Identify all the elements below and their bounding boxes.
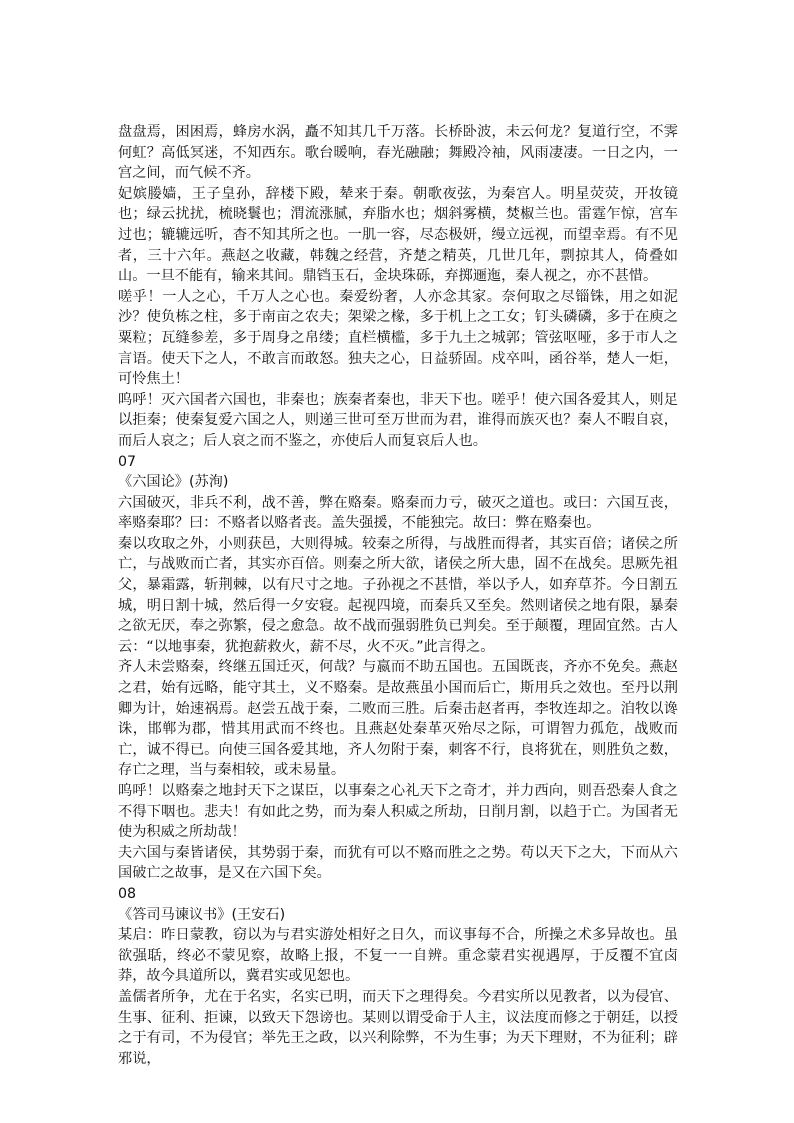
paragraph: 呜呼！灭六国者六国也，非秦也；族秦者秦也，非天下也。嗟乎！使六国各爱其人，则足以拒秦；使秦复爱六国之人，则递三世可至万世而为君，谁得而族灭也？秦人不暇自哀，而后人哀之；后人哀之而不鉴之，亦使后人而复哀后人也。 [118, 391, 678, 449]
document-body [118, 122, 678, 1069]
paragraph: 六国破灭，非兵不利，战不善，弊在赂秦。赂秦而力亏，破灭之道也。或曰：六国互丧，率赂秦耶？曰：不赂者以赂者丧。盖失强援，不能独完。故曰：弊在赂秦也。 [118, 494, 678, 532]
section-number: 08 [118, 885, 137, 902]
paragraph: 呜呼！以赂秦之地封天下之谋臣，以事秦之心礼天下之奇才，并力西向，则吾恐秦人食之不得下咽也。悲夫！有如此之势，而为秦人积威之所劫，日削月割，以趋于亡。为国者无使为积威之所劫哉！ [118, 783, 678, 841]
paragraph: 齐人未尝赂秦，终继五国迁灭，何哉？与嬴而不助五国也。五国既丧，齐亦不免矣。燕赵之君，始有远略，能守其土，义不赂秦。是故燕虽小国而后亡，斯用兵之效也。至丹以荆卿为计，始速祸焉。赵尝五战于秦，二败而三胜。后秦击赵者再，李牧连却之。洎牧以谗诛，邯郸为郡，惜其用武而不终也。且燕赵处秦革灭殆尽之际，可谓智力孤危，战败而亡，诚不得已。向使三国各爱其地，齐人勿附于秦，刺客不行，良将犹在，则胜负之数，存亡之理，当与秦相较，或未易量。 [118, 659, 678, 779]
paragraph: 嗟乎！一人之心，千万人之心也。秦爱纷奢，人亦念其家。奈何取之尽锱铢，用之如泥沙？使负栋之柱，多于南亩之农夫；架梁之椽，多于机上之工女；钉头磷磷，多于在庾之粟粒；瓦缝参差，多于周身之帛缕；直栏横槛，多于九土之城郭；管弦呕哑，多于市人之言语。使天下之人，不敢言而敢怒。独夫之心，日益骄固。戍卒叫，函谷举，楚人一炬，可怜焦土！ [118, 288, 678, 388]
section-title: 《答司马谏议书》(王安石) [118, 906, 286, 923]
paragraph: 妃嫔媵嫱，王子皇孙，辞楼下殿，辇来于秦。朝歌夜弦，为秦宫人。明星荧荧，开妆镜也；绿云扰扰，梳晓鬟也；渭流涨腻，弃脂水也；烟斜雾横，焚椒兰也。雷霆乍惊，宫车过也；辘辘远听，杳不知其所之也。一肌一容，尽态极妍，缦立远视，而望幸焉。有不见者，三十六年。燕赵之收藏，韩魏之经营，齐楚之精英，几世几年，剽掠其人，倚叠如山。一旦不能有，输来其间。鼎铛玉石，金块珠砾，弃掷逦迤，秦人视之，亦不甚惜。 [118, 185, 678, 285]
paragraph: 某启：昨日蒙教，窃以为与君实游处相好之日久，而议事每不合，所操之术多异故也。虽欲强聒，终必不蒙见察，故略上报，不复一一自辨。重念蒙君实视遇厚，于反覆不宜卤莽，故今具道所以，冀君实或见恕也。 [118, 927, 678, 985]
paragraph: 盖儒者所争，尤在于名实，名实已明，而天下之理得矣。今君实所以见教者，以为侵官、生事、征利、拒谏，以致天下怨谤也。某则以谓受命于人主，议法度而修之于朝廷，以授之于有司，不为侵官；举先王之政，以兴利除弊，不为生事；为天下理财，不为征利；辟邪说， [118, 988, 678, 1067]
paragraph: 盘盘焉，困困焉，蜂房水涡，矗不知其几千万落。长桥卧波，未云何龙？复道行空，不霁何虹？高低冥迷，不知西东。歌台暖响，春光融融；舞殿冷袖，风雨凄凄。一日之内，一宫之间，而气候不齐。 [118, 124, 678, 182]
section-number: 07 [118, 453, 137, 470]
paragraph: 秦以攻取之外，小则获邑，大则得城。较秦之所得，与战胜而得者，其实百倍；诸侯之所亡，与战败而亡者，其实亦百倍。则秦之所大欲，诸侯之所大患，固不在战矣。思厥先祖父，暴霜露，斩荆棘，以有尺寸之地。子孙视之不甚惜，举以予人，如弃草芥。今日割五城，明日割十城，然后得一夕安寝。起视四境，而秦兵又至矣。然则诸侯之地有限，暴秦之欲无厌，奉之弥繁，侵之愈急。故不战而强弱胜负已判矣。至于颠覆，理固宜然。古人云：“以地事秦，犹抱薪救火，薪不尽，火不灭。”此言得之。 [118, 535, 678, 655]
paragraph: 夫六国与秦皆诸侯，其势弱于秦，而犹有可以不赂而胜之之势。苟以天下之大，下而从六国破亡之故事，是又在六国下矣。 [118, 844, 678, 882]
section-title: 《六国论》(苏洵) [118, 474, 229, 491]
